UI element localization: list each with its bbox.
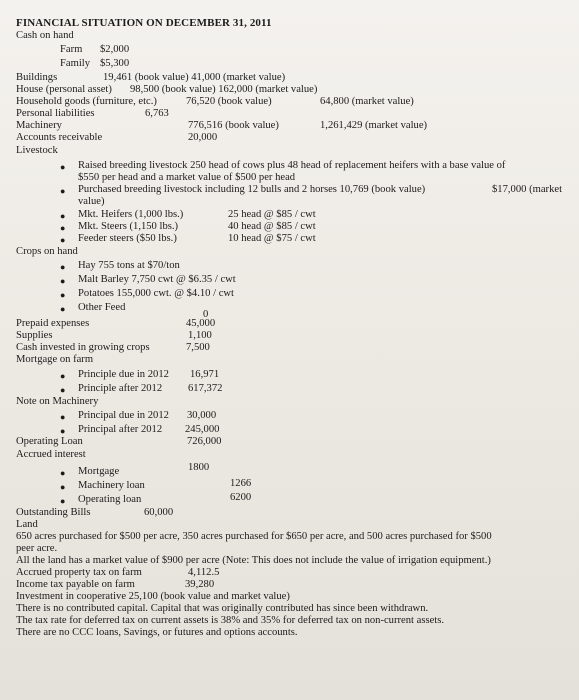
crops-potatoes: Potatoes 155,000 cwt. @ $4.10 / cwt — [78, 288, 234, 299]
mortgage-due-label: Principle due in 2012 — [78, 369, 169, 380]
cash-family-label: Family — [60, 58, 91, 69]
feeder-label: Feeder steers ($50 lbs.) — [78, 233, 177, 244]
tax-rate-line: The tax rate for deferred tax on current assets is 38% and 35% for deferred tax on non-current assets. — [16, 615, 444, 626]
crops-hay: Hay 755 tons at $70/ton — [78, 260, 180, 271]
property-tax-label: Accrued property tax on farm — [16, 567, 142, 578]
accounts-receivable-value: 20,000 — [188, 132, 218, 143]
note-due-value: 30,000 — [187, 410, 217, 421]
bullet-icon: ● — [60, 162, 66, 172]
growing-label: Cash invested in growing crops — [16, 342, 150, 353]
mortgage-due-value: 16,971 — [190, 369, 220, 380]
bullet-icon: ● — [60, 426, 66, 436]
household-label: Household goods (furniture, etc.) — [16, 96, 157, 107]
accrued-mortgage-label: Mortgage — [78, 466, 120, 477]
land-line1: 650 acres purchased for $500 per acre, 350 acres purchased for $650 per acre, and 500 acres purchased for $500 — [16, 531, 492, 542]
bullet-icon: ● — [60, 223, 66, 233]
crops-label: Crops on hand — [16, 246, 78, 257]
note-after-label: Principal after 2012 — [78, 424, 163, 435]
accounts-receivable-label: Accounts receivable — [16, 132, 103, 143]
outstanding-value: 60,000 — [144, 507, 174, 518]
livestock-purchased-market: $17,000 (market — [492, 184, 563, 195]
note-label: Note on Machinery — [16, 396, 99, 407]
livestock-purchased-line2: value) — [78, 196, 105, 207]
livestock-label: Livestock — [16, 145, 58, 156]
operating-loan-value: 726,000 — [187, 436, 222, 447]
feeder-value: 10 head @ $75 / cwt — [228, 233, 316, 244]
machinery-label: Machinery — [16, 120, 62, 131]
household-market: 64,800 (market value) — [320, 96, 414, 107]
household-book: 76,520 (book value) — [186, 96, 272, 107]
mortgage-label: Mortgage on farm — [16, 354, 94, 365]
bullet-icon: ● — [60, 371, 66, 381]
crops-barley: Malt Barley 7,750 cwt @ $6.35 / cwt — [78, 274, 236, 285]
accrued-mortgage-value: 1800 — [188, 462, 210, 473]
ccc-line: There are no CCC loans, Savings, or futures and options accounts. — [16, 627, 298, 638]
bullet-icon: ● — [60, 211, 66, 221]
cash-farm-label: Farm — [60, 44, 83, 55]
prepaid-value: 45,000 — [186, 318, 216, 329]
steers-value: 40 head @ $85 / cwt — [228, 221, 316, 232]
cash-label: Cash on hand — [16, 30, 74, 41]
prepaid-label: Prepaid expenses — [16, 318, 90, 329]
bullet-icon: ● — [60, 412, 66, 422]
bullet-icon: ● — [60, 304, 66, 314]
machinery-market: 1,261,429 (market value) — [320, 120, 428, 131]
income-tax-value: 39,280 — [185, 579, 215, 590]
accrued-machinery-label: Machinery loan — [78, 480, 145, 491]
accrued-machinery-value: 1266 — [230, 478, 252, 489]
personal-liabilities-value: 6,763 — [145, 108, 169, 119]
livestock-purchased-line1: Purchased breeding livestock including 12 bulls and 2 horses 10,769 (book value) — [78, 184, 426, 195]
growing-value: 7,500 — [186, 342, 210, 353]
land-line3: All the land has a market value of $900 per acre (Note: This does not include the value of irrigation equipment.) — [16, 555, 491, 566]
bullet-icon: ● — [60, 186, 66, 196]
mortgage-after-value: 617,372 — [188, 383, 223, 394]
bullet-icon: ● — [60, 496, 66, 506]
heifers-label: Mkt. Heifers (1,000 lbs.) — [78, 209, 184, 220]
house-label: House (personal asset) — [16, 84, 112, 95]
bullet-icon: ● — [60, 468, 66, 478]
capital-line: There is no contributed capital. Capital that was originally contributed has since been withdrawn. — [16, 603, 429, 614]
income-tax-label: Income tax payable on farm — [16, 579, 135, 590]
accrued-label: Accrued interest — [16, 449, 86, 460]
livestock-raised-line1: Raised breeding livestock 250 head of cows plus 48 head of replacement heifers with a base value of — [78, 160, 506, 171]
house-value: 98,500 (book value) 162,000 (market value) — [130, 84, 318, 95]
heifers-value: 25 head @ $85 / cwt — [228, 209, 316, 220]
steers-label: Mkt. Steers (1,150 lbs.) — [78, 221, 179, 232]
buildings-label: Buildings — [16, 72, 58, 83]
crops-other-label: Other Feed — [78, 302, 126, 313]
cash-family-value: $5,300 — [100, 58, 130, 69]
bullet-icon: ● — [60, 262, 66, 272]
supplies-value: 1,100 — [188, 330, 212, 341]
bullet-icon: ● — [60, 235, 66, 245]
buildings-value: 19,461 (book value) 41,000 (market value) — [103, 72, 286, 83]
accrued-operating-value: 6200 — [230, 492, 252, 503]
personal-liabilities-label: Personal liabilities — [16, 108, 95, 119]
accrued-operating-label: Operating loan — [78, 494, 142, 505]
operating-loan-label: Operating Loan — [16, 436, 83, 447]
cash-farm-value: $2,000 — [100, 44, 130, 55]
note-after-value: 245,000 — [185, 424, 220, 435]
land-label: Land — [16, 519, 38, 530]
bullet-icon: ● — [60, 385, 66, 395]
mortgage-after-label: Principle after 2012 — [78, 383, 163, 394]
bullet-icon: ● — [60, 276, 66, 286]
document-title: FINANCIAL SITUATION ON DECEMBER 31, 2011 — [16, 17, 272, 29]
livestock-raised-line2: $550 per head and a market value of $500 per head — [78, 172, 296, 183]
note-due-label: Principal due in 2012 — [78, 410, 169, 421]
property-tax-value: 4,112.5 — [188, 567, 220, 578]
investment-line: Investment in cooperative 25,100 (book value and market value) — [16, 591, 290, 602]
machinery-book: 776,516 (book value) — [188, 120, 279, 131]
crops-other-value: 0 — [203, 309, 209, 320]
outstanding-label: Outstanding Bills — [16, 507, 91, 518]
land-line2: peer acre. — [16, 543, 58, 554]
supplies-label: Supplies — [16, 330, 53, 341]
bullet-icon: ● — [60, 482, 66, 492]
bullet-icon: ● — [60, 290, 66, 300]
